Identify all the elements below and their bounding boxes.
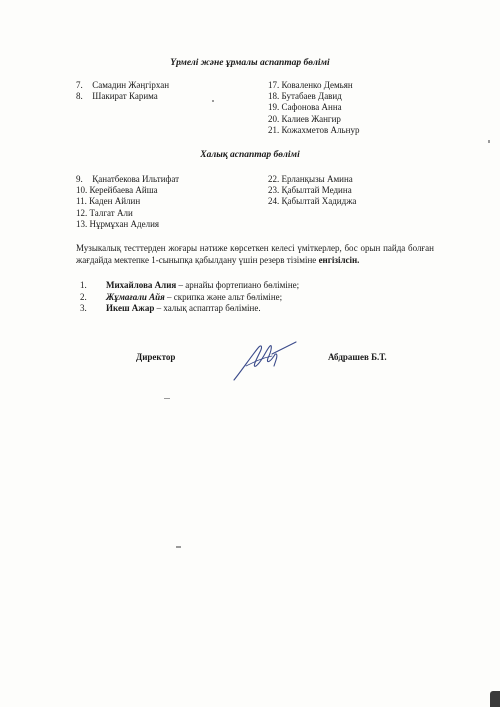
wind-list-right	[268, 80, 359, 136]
list-item-number: 11.	[76, 196, 87, 207]
list-item-number: 18.	[268, 91, 280, 102]
list-item-name: Каден Айлин	[89, 196, 141, 207]
list-item	[268, 114, 359, 125]
reserve-name: Михайлова Алия	[106, 280, 177, 290]
scan-speck	[212, 100, 214, 102]
list-item-name: Шакират Карима	[92, 91, 158, 102]
list-item	[76, 91, 169, 102]
list-item-number: 12.	[76, 207, 88, 218]
list-item-number: 7.	[76, 80, 83, 90]
list-item-number: 13.	[76, 218, 88, 229]
list-item	[268, 174, 356, 185]
list-item-number: 22.	[268, 174, 280, 184]
list-item	[76, 196, 179, 207]
reserve-name: Жұмағали Айя	[106, 291, 165, 302]
director-name: Абдрашев Б.Т.	[328, 352, 387, 362]
list-item-number: 24.	[268, 196, 280, 207]
scan-speck	[176, 546, 181, 548]
list-item-name: Қабылтай Хадиджа	[281, 196, 357, 207]
list-item	[268, 80, 359, 91]
list-item-name: Ерланқызы Амина	[281, 174, 353, 184]
list-item-number: 8.	[76, 91, 83, 102]
list-item	[268, 91, 359, 102]
list-item-number: 10.	[76, 185, 88, 196]
scan-speck	[488, 140, 490, 143]
list-item	[80, 303, 299, 315]
list-item	[268, 196, 356, 207]
list-item-number: 2.	[80, 291, 87, 302]
list-item-number: 20.	[268, 113, 280, 124]
list-item	[268, 102, 359, 113]
wind-list-left	[76, 80, 169, 102]
list-item-number: 1.	[80, 280, 87, 290]
scan-speck	[164, 398, 170, 399]
director-label: Директор	[136, 352, 176, 362]
list-item	[80, 292, 299, 304]
list-item-name: Сафонова Анна	[281, 102, 342, 113]
list-item-name: Калиев Жангир	[281, 113, 341, 124]
paragraph-emphasis: енгізілсін.	[318, 255, 360, 265]
list-item-number: 3.	[80, 303, 87, 314]
list-item	[76, 174, 179, 185]
list-item	[268, 185, 356, 196]
section-title-wind: Үрмелі және ұрмалы аспаптар бөлімі	[170, 58, 330, 68]
reserve-paragraph	[76, 242, 434, 266]
reserve-list	[80, 280, 299, 315]
list-item-name: Бутабаев Давид	[281, 91, 342, 102]
list-item-number: 17.	[268, 80, 280, 90]
list-item-number: 19.	[268, 102, 280, 113]
reserve-name: Икеш Ажар	[106, 303, 155, 314]
list-item-name: Нұрмұхан Аделия	[89, 218, 160, 229]
folk-list-left	[76, 174, 179, 230]
list-item-name: Самадин Жәңгірхан	[92, 80, 170, 90]
list-item-name: Кожахметов Альнур	[281, 124, 360, 135]
scan-edge-mark	[490, 691, 500, 707]
list-item	[268, 125, 359, 136]
reserve-department: – скрипка және альт бөліміне;	[164, 291, 283, 302]
list-item-number: 9.	[76, 174, 83, 184]
list-item-number: 21.	[268, 124, 280, 135]
list-item-name: Коваленко Демьян	[281, 80, 353, 90]
list-item	[76, 219, 179, 230]
list-item	[76, 185, 179, 196]
handwritten-signature	[228, 336, 298, 384]
list-item-number: 23.	[268, 185, 280, 196]
reserve-department: – арнайы фортепиано бөліміне;	[176, 280, 300, 290]
list-item-name: Керейбаева Айша	[89, 185, 158, 196]
section-title-folk: Халық аспаптар бөлімі	[200, 150, 300, 160]
list-item-name: Қабылтай Медина	[281, 185, 352, 196]
reserve-department: – халық аспаптар бөліміне.	[154, 303, 261, 314]
list-item	[76, 80, 169, 91]
paragraph-text: Музыкалық тесттерден жоғары нәтиже көрсеткен келесі үміткерлер, бос орын пайда болған жағдайда мектепке 1-сыныпқа қабылдану үшін резерв тізіміне	[76, 243, 434, 265]
list-item-name: Қанатбекова Ильтифат	[92, 174, 180, 184]
list-item	[80, 280, 299, 292]
list-item	[76, 208, 179, 219]
folk-list-right	[268, 174, 356, 208]
list-item-name: Талгат Али	[89, 207, 133, 218]
